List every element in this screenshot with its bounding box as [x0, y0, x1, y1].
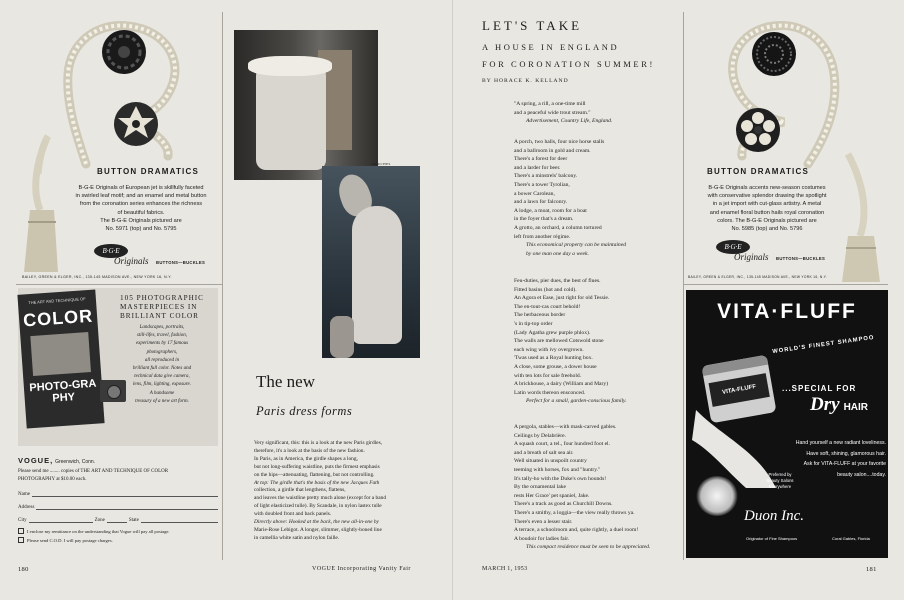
ad-address: BAILEY, GREEN & ELGER, INC., 135-145 MADISON AVE., NEW YORK 16, N.Y.	[22, 275, 172, 279]
poem-line: Latin words thereon ensconced.	[514, 389, 586, 396]
poem-line: A terrace, a schoolroom and, quite rightly, a duel room!	[514, 527, 639, 534]
poem-stanza-1	[514, 100, 684, 126]
poem-line: There's a smithy, a loggia—the view really throws ya.	[514, 509, 635, 516]
poem-line: There's a minstrels' balcony.	[514, 173, 578, 180]
dry-hair-heading	[810, 394, 868, 416]
poem-line: and a ballroom in gold and cream.	[514, 147, 591, 154]
cod-option[interactable]	[18, 537, 218, 543]
poem-line: left from another régime.	[514, 233, 571, 240]
preferred-line: Everywhere	[768, 484, 792, 489]
special-for-text: ...SPECIAL FOR	[782, 384, 857, 393]
logo-script: Originals	[734, 252, 769, 262]
heading-line: 105 PHOTOGRAPHIC	[120, 294, 204, 302]
preferred-by	[752, 472, 808, 490]
book-cover-top: THE ART AND TECHNIQUE OF	[28, 296, 86, 306]
desc-line: brilliant full color. Notes and	[132, 366, 192, 372]
ad-body-line: from the coronation series enhances the richness	[79, 201, 203, 208]
ad-divider	[16, 284, 222, 285]
book-ad	[18, 288, 218, 446]
book-ad-heading	[120, 294, 216, 321]
poem-line: Ceilings by Delabrière.	[514, 432, 567, 439]
poem-line: a bower Carolean,	[514, 190, 555, 197]
body-line: Marie-Rose Lebigot. A longer, slimmer, slightly-boned line	[254, 526, 382, 533]
poem-line: and a lawn for falconry.	[514, 199, 568, 206]
book-cover-photo	[30, 332, 91, 376]
preferred-line: Preferred by	[768, 472, 792, 477]
girdle-photo-top	[234, 30, 378, 180]
ad-body-line: colors. The B-G-E Originals pictured are	[717, 217, 817, 224]
all-in-one-photo	[322, 166, 420, 358]
photo-credit: DOUCHES	[372, 162, 391, 166]
book-ad-description	[110, 324, 214, 406]
poem-line: in the foyer that's a dream.	[514, 216, 574, 223]
book-cover	[17, 289, 104, 428]
poem-line: A porch, two halls, four nice horse stalls	[514, 139, 605, 145]
poem-line: Perfect for a small, garden-conscious family.	[526, 398, 627, 405]
logo-tagline: BUTTONS—BUCKLES	[776, 256, 826, 261]
body-line: In Paris, as in America, the girdle shapes a long,	[254, 455, 358, 462]
remittance-option[interactable]	[18, 528, 218, 534]
poem-line: 'Twas used as a Royal hunting box.	[514, 355, 593, 362]
desc-line: still-lifes, travel, fashion,	[136, 333, 188, 339]
poem-line: By the ornamental lake	[514, 484, 567, 491]
option-label: I enclose my remittance on the understanding that Vogue will pay all postage.	[27, 528, 170, 534]
poem-line: Fitted basins (hot and cold).	[514, 286, 577, 293]
heading-line: MASTERPIECES IN	[120, 303, 198, 311]
dry-word: Dry	[810, 394, 840, 415]
body-line: Directly above: Hooked at the back, the new all-in-one by	[254, 519, 379, 526]
desc-line: Landscapes, portraits,	[139, 325, 185, 330]
poem-line: The en-tout-cas court behold!	[514, 303, 581, 310]
order-line: Please send me ........ copies of THE ART AND TECHNIQUE OF COLOR	[18, 469, 169, 474]
poem-line: rests Her Grace' pet spaniel, Jake.	[514, 492, 590, 499]
ad-body-line: No. 5971 (top) and No. 5795	[105, 226, 177, 233]
option-label: Please send C.O.D. I will pay postage charges.	[27, 537, 113, 543]
brand-tagline: WORLD'S FINEST SHAMPOO	[772, 334, 875, 356]
poem-line: The walls are mellowed Cotswold stone	[514, 338, 604, 345]
poem-line: A boudoir for ladies fair.	[514, 535, 570, 542]
ad-body-line: B-G-E Originals accents new-season costumes	[708, 185, 826, 191]
poem-stanza-2	[514, 138, 684, 258]
brand-name: VITA·FLUFF	[717, 300, 857, 323]
body-line: but not long-suffering waistline, puts the firmest emphasis	[254, 463, 380, 470]
poem-line: "A spring, a rill, a one-time mill	[514, 101, 586, 107]
copy-line: Have soft, shining, glamorous hair.	[806, 450, 886, 457]
rope-tassel-illustration	[688, 14, 888, 282]
ad-body-line: The B-G-E Originals pictured are	[100, 217, 182, 224]
desc-line: technical data give camera,	[134, 374, 190, 380]
poem-line: There's a track as good as Churchill Downs.	[514, 501, 613, 508]
address-field[interactable]	[18, 502, 218, 510]
poem-line: Feu-duties, pier dues, the best of flues.	[514, 278, 601, 284]
poem-line: with ten lots for sale freehold.	[514, 372, 582, 379]
logo-tagline: BUTTONS—BUCKLES	[156, 260, 206, 265]
logo-script: Originals	[114, 256, 149, 266]
ad-heading: BUTTON DRAMATICS	[96, 167, 199, 176]
orchid-icon	[696, 476, 738, 516]
ad-body-line: No. 5985 (top) and No. 5796	[731, 226, 803, 233]
ad-body-line: with conservative splendor drawing the spotlight	[707, 193, 827, 200]
address-input-line[interactable]	[36, 502, 218, 510]
poem-line: and a breath of salt sea air.	[514, 449, 574, 456]
poem-line: There's even a lesser stair.	[514, 518, 573, 525]
desc-line: all reproduced in	[144, 357, 180, 363]
preferred-line: Beauty Salons	[766, 478, 794, 483]
hair-word: HAIR	[843, 402, 869, 413]
jet-button-icon	[752, 32, 796, 76]
poem-line: A lodge, a moat, room for a boat	[514, 207, 587, 214]
ad-divider	[683, 284, 888, 285]
poem-stanza-3	[514, 277, 684, 406]
heading-line: BRILLIANT COLOR	[120, 312, 199, 320]
body-line: and leaves the waistline pretty much alone (except for a band	[254, 495, 387, 502]
desc-line: experiments by 17 famous	[135, 341, 189, 347]
poem-line: teeming with horses, fox and "huntry."	[514, 466, 601, 473]
poem-line: and a peaceful wide trout stream."	[514, 109, 591, 116]
cod-checkbox[interactable]	[18, 537, 24, 543]
poem-byline: BY HORACE K. KELLAND	[482, 78, 569, 84]
desc-line: photographers,	[146, 349, 178, 355]
maker-location: Coral Gables, Florida	[832, 536, 870, 541]
page-number-left: 180	[18, 566, 29, 573]
field-label: Address	[18, 505, 35, 510]
body-line: collection, a girdle that lengthens, flattens,	[254, 487, 346, 494]
enamel-button-icon	[114, 102, 158, 146]
name-field[interactable]	[18, 489, 218, 497]
magazine-name: VOGUE Incorporating Vanity Fair	[312, 566, 411, 572]
body-line: therefore, it's a look at the basis of the new fashion.	[254, 447, 365, 454]
desc-line: A handsome	[149, 390, 175, 396]
floral-button-icon	[736, 108, 780, 152]
poem-line: 's in tip-top order	[514, 320, 553, 327]
poem-line: The herbaceous border	[514, 312, 566, 319]
remittance-checkbox[interactable]	[18, 528, 24, 534]
dress-article-body	[254, 440, 444, 543]
ad-address: BAILEY, GREEN & ELGER, INC., 135-145 MADISON AVE., NEW YORK 16, N.Y.	[688, 275, 828, 279]
body-line: Very significant, this: this is a look at the new Paris girdles,	[254, 440, 383, 446]
poem-line: (Lady Agatha grew purple phlox).	[514, 329, 591, 336]
poem-title-line2: A HOUSE IN ENGLAND	[482, 42, 620, 52]
poem-stanza-4	[514, 423, 684, 552]
poem-line: A grotto, an orchard, a column tortured	[514, 224, 602, 231]
page-number-right: 181	[866, 566, 877, 573]
bge-logo: B·G·E	[716, 240, 750, 254]
copy-line: Ask for VITA-FLUFF at your favorite	[803, 461, 886, 467]
poem-line: This compact residence must be seen to be appreciated.	[526, 544, 651, 551]
jet-button-icon	[102, 30, 146, 74]
order-form-header	[18, 456, 218, 467]
article-title-line2: Paris dress forms	[256, 404, 353, 418]
state-input-line[interactable]	[141, 515, 218, 523]
order-form	[18, 456, 218, 558]
vita-fluff-ad	[686, 290, 888, 558]
spread-fold	[452, 0, 453, 600]
article-title-line1: The new	[256, 372, 316, 391]
ad-body	[62, 184, 220, 233]
corset-figure	[352, 206, 402, 344]
poem-line: and a larder for beer.	[514, 164, 561, 171]
poem-title-line3: FOR CORONATION SUMMER!	[482, 59, 655, 69]
bge-logo: B·G·E	[94, 244, 128, 258]
field-label: Zone	[94, 518, 105, 523]
field-label: Name	[18, 492, 30, 497]
poem-line: A pergola, stables—with mask-carved gables.	[514, 424, 617, 430]
ad-heading: BUTTON DRAMATICS	[706, 167, 809, 176]
ad-body-line: in a jet import with cut-glass artistry. A metal	[712, 201, 822, 208]
poem-title-line1: LET'S TAKE	[482, 18, 583, 33]
body-line: on the hips—attenuating, flattening, but not controlling.	[254, 471, 375, 478]
poem-line: by one man one day a week.	[526, 250, 589, 257]
ad-body-line: B-G-E Originals of European jet is skillfully faceted	[78, 185, 204, 191]
body-line: of light elasticized tulle). By Scandale, in nylon lastex tulle	[254, 503, 382, 510]
ad-body-line: in swirled leaf motif; and an enamel and metal button	[75, 193, 207, 200]
book-cover-title: COLOR	[22, 305, 94, 331]
order-location: Greenwich, Conn.	[55, 459, 96, 465]
poem-line: each wing with ivy overgrown.	[514, 346, 584, 353]
copy-line: beauty salon....today.	[837, 471, 886, 478]
poem-line: Advertisement, Country Life, England.	[526, 118, 613, 125]
jar-label: VITA-FLUFF	[709, 373, 770, 407]
poem-line: It's tally-ho with the Duke's own hounds!	[514, 475, 607, 482]
poem-line: Well situated in unspoilt country	[514, 458, 587, 465]
ad-body	[692, 184, 842, 233]
ad-body-line: of beautiful fabrics.	[117, 209, 165, 216]
order-line: PHOTOGRAPHY at $10.00 each.	[18, 476, 87, 482]
column-rule	[222, 12, 223, 560]
body-line: with doubled front and back panels.	[254, 511, 332, 518]
poem-line: There's a forest for deer	[514, 156, 568, 163]
body-line: At top: The girdle that's the basis of the new Jacques Fath	[254, 479, 380, 486]
maker-name: Duon Inc.	[744, 508, 804, 524]
poem-line: A brickhouse, a dairy (William and Mary)	[514, 381, 609, 388]
poem-line: This economical property can be maintained	[526, 242, 626, 249]
ad-body-line: and enamel floral button hails royal coronation	[709, 209, 825, 216]
order-brand: VOGUE,	[18, 456, 54, 465]
desc-line: treasury of a new art form.	[135, 398, 189, 404]
name-input-line[interactable]	[32, 489, 218, 497]
poem-line: An Agora et Ease, just right for old Tessie.	[514, 295, 610, 302]
poem-line: A close, some grouse, a dower house	[514, 363, 597, 370]
poem-line: A squash court, a tel., four hundred foot el.	[514, 441, 611, 448]
maker-subtitle: Originator of Fine Shampoos	[746, 536, 798, 541]
field-label: City	[18, 518, 27, 523]
issue-date: MARCH 1, 1953	[482, 566, 528, 572]
field-label: State	[128, 518, 139, 523]
body-line: in camellia white satin and nylon faille.	[254, 534, 340, 541]
poem-line: There's a tower Tyrolian,	[514, 181, 570, 188]
city-zone-state-field[interactable]	[18, 515, 218, 523]
copy-line: Hand yourself a new radiant loveliness.	[795, 440, 886, 446]
zone-input-line[interactable]	[107, 515, 127, 523]
desc-line: lens, film, lighting, exposure.	[132, 382, 191, 388]
book-cover-subtitle: PHOTO-GRAPHY	[29, 377, 97, 405]
button-ad-left	[18, 14, 218, 282]
button-ad-right	[688, 14, 888, 282]
city-input-line[interactable]	[29, 515, 93, 523]
